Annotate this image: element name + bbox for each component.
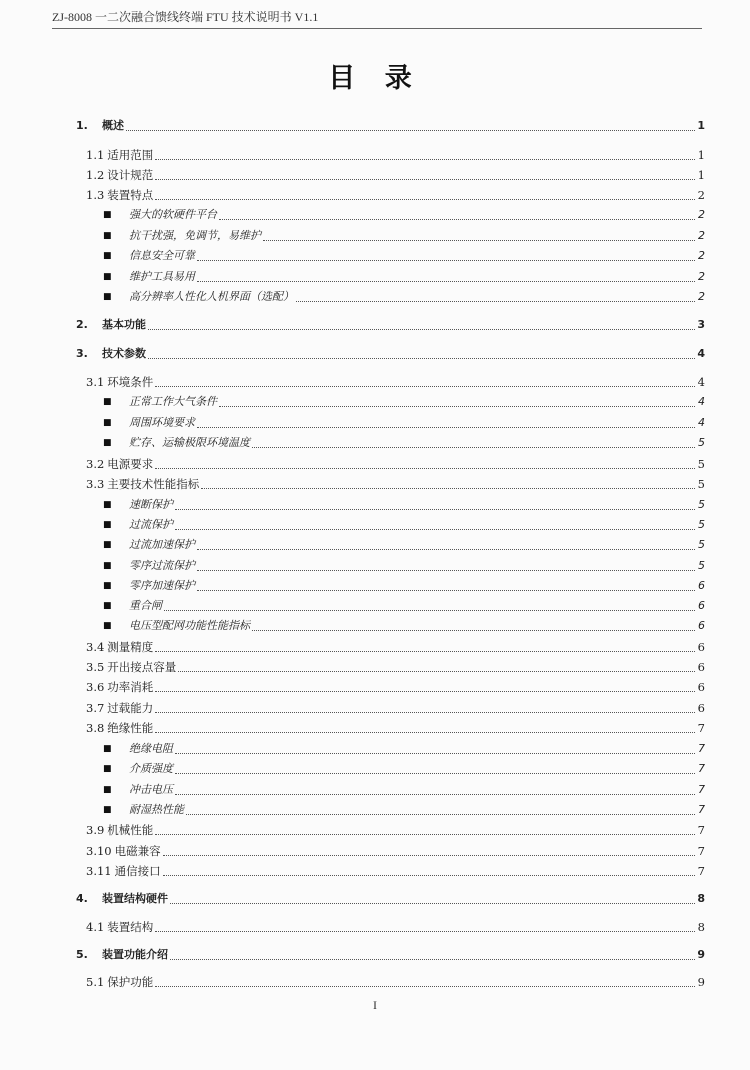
dot-leader — [155, 199, 695, 200]
toc-entry[interactable] — [86, 678, 705, 696]
dot-leader — [197, 570, 695, 571]
dot-leader — [252, 630, 695, 631]
toc-entry[interactable] — [103, 516, 705, 534]
toc-entry-page-number: 5 — [698, 518, 705, 531]
toc-entry-label: 基本功能 — [102, 318, 146, 331]
toc-entry[interactable] — [103, 597, 705, 615]
toc-entry-number: 3.1 — [86, 375, 105, 389]
toc-entry-page-number: 7 — [697, 823, 705, 837]
toc-entry-label: 主要技术性能指标 — [107, 477, 200, 491]
toc-entry-label: 技术参数 — [102, 347, 146, 360]
toc-entry[interactable] — [86, 821, 705, 839]
toc-entry[interactable] — [103, 247, 705, 265]
toc-entry-page-number: 6 — [697, 640, 705, 654]
toc-entry-page-number: 2 — [698, 208, 705, 221]
page-number: I — [373, 998, 377, 1012]
toc-entry-number: 3.10 — [86, 844, 112, 858]
toc-entry-page-number: 6 — [697, 660, 705, 674]
toc-entry[interactable] — [86, 862, 705, 880]
bullet-square-icon: ■ — [103, 520, 112, 530]
toc-entry-page-number: 2 — [698, 290, 705, 303]
bullet-square-icon: ■ — [103, 601, 112, 611]
toc-entry-page-number: 5 — [697, 477, 705, 491]
toc-entry[interactable] — [103, 268, 705, 286]
toc-entry-label: 速断保护 — [129, 498, 173, 511]
toc-entry-label: 抗干扰强，免调节，易维护 — [129, 229, 261, 242]
toc-entry-label: 装置结构 — [107, 920, 154, 934]
toc-entry-page-number: 2 — [697, 188, 705, 202]
dot-leader — [197, 281, 695, 282]
header-rule — [52, 28, 702, 29]
toc-entry-page-number: 6 — [697, 680, 705, 694]
dot-leader — [178, 671, 695, 672]
bullet-square-icon: ■ — [103, 438, 112, 448]
dot-leader — [155, 834, 695, 835]
dot-leader — [155, 691, 695, 692]
toc-entry-label: 强大的软硬件平台 — [129, 208, 217, 221]
toc-entry-label: 正常工作大气条件 — [129, 395, 217, 408]
toc-entry-page-number: 5 — [698, 436, 705, 449]
toc-entry[interactable] — [103, 288, 705, 306]
toc-entry[interactable] — [86, 658, 705, 676]
toc-entry-page-number: 7 — [698, 742, 705, 755]
dot-leader — [155, 651, 695, 652]
toc-entry-number: 3.5 — [86, 660, 105, 674]
toc-entry-page-number: 1 — [697, 148, 705, 162]
toc-entry[interactable] — [86, 719, 705, 737]
page-title: 目 录 — [328, 63, 422, 94]
dot-leader — [163, 855, 695, 856]
dot-leader — [148, 329, 695, 330]
dot-leader — [155, 159, 695, 160]
toc-entry-number: 1. — [76, 119, 88, 132]
toc-entry-label: 零序加速保护 — [129, 579, 195, 592]
dot-leader — [155, 986, 695, 987]
toc-entry-label: 电磁兼容 — [114, 844, 161, 858]
dot-leader — [164, 610, 695, 611]
dot-leader — [197, 549, 695, 550]
dot-leader — [175, 509, 695, 510]
toc-entry-page-number: 6 — [698, 619, 705, 632]
toc-entry[interactable] — [103, 434, 705, 452]
toc-entry-page-number: 7 — [697, 844, 705, 858]
dot-leader — [201, 488, 695, 489]
toc-entry-page-number: 2 — [698, 229, 705, 242]
dot-leader — [148, 358, 695, 359]
toc-entry-label: 功率消耗 — [107, 680, 154, 694]
toc-entry[interactable] — [103, 617, 705, 635]
toc-entry-number: 4.1 — [86, 920, 105, 934]
toc-entry[interactable] — [76, 345, 705, 363]
toc-entry-page-number: 7 — [698, 762, 705, 775]
toc-entry-label: 重合闸 — [129, 599, 162, 612]
dot-leader — [155, 931, 695, 932]
toc-entry-page-number: 7 — [697, 721, 705, 735]
toc-entry-label: 电源要求 — [107, 457, 154, 471]
toc-entry-label: 过流加速保护 — [129, 538, 195, 551]
toc-entry-page-number: 5 — [698, 538, 705, 551]
toc-entry[interactable] — [86, 373, 705, 391]
toc-entry-number: 4. — [76, 892, 88, 905]
dot-leader — [155, 179, 695, 180]
toc-entry-page-number: 9 — [697, 975, 705, 989]
toc-entry-label: 信息安全可靠 — [129, 249, 195, 262]
toc-entry[interactable] — [86, 973, 705, 991]
toc-entry-label: 通信接口 — [114, 864, 161, 878]
toc-entry-number: 3.4 — [86, 640, 105, 654]
dot-leader — [252, 447, 695, 448]
toc-entry-number: 5. — [76, 948, 88, 961]
toc-entry-page-number: 6 — [697, 701, 705, 715]
toc-entry-label: 维护工具易用 — [129, 270, 195, 283]
toc-entry-label: 绝缘电阻 — [129, 742, 173, 755]
running-header: ZJ-8008 一二次融合馈线终端 FTU 技术说明书 V1.1 — [52, 10, 319, 24]
bullet-square-icon: ■ — [103, 397, 112, 407]
dot-leader — [263, 240, 695, 241]
toc-entry[interactable] — [76, 890, 705, 908]
toc-entry[interactable] — [86, 842, 705, 860]
toc-entry-label: 装置结构硬件 — [102, 892, 168, 905]
toc-entry-label: 贮存、运输极限环境温度 — [129, 436, 250, 449]
toc-entry-label: 零序过流保护 — [129, 559, 195, 572]
bullet-square-icon: ■ — [103, 621, 112, 631]
toc-entry-label: 过流保护 — [129, 518, 173, 531]
dot-leader — [126, 130, 695, 131]
dot-leader — [155, 712, 695, 713]
toc-entry[interactable] — [76, 946, 705, 964]
toc-entry-label: 装置特点 — [107, 188, 154, 202]
toc-entry-page-number: 6 — [698, 579, 705, 592]
toc-entry-page-number: 7 — [698, 783, 705, 796]
bullet-square-icon: ■ — [103, 764, 112, 774]
toc-entry[interactable] — [76, 117, 705, 135]
toc-entry-label: 环境条件 — [107, 375, 154, 389]
toc-entry-page-number: 4 — [697, 347, 705, 360]
toc-entry-page-number: 3 — [697, 318, 705, 331]
toc-entry-page-number: 1 — [697, 119, 705, 132]
toc-entry-number: 3.8 — [86, 721, 105, 735]
dot-leader — [175, 753, 695, 754]
toc-entry-label: 冲击电压 — [129, 783, 173, 796]
toc-entry-page-number: 2 — [698, 249, 705, 262]
bullet-square-icon: ■ — [103, 805, 112, 815]
toc-entry-page-number: 5 — [698, 559, 705, 572]
toc-entry-page-number: 5 — [697, 457, 705, 471]
toc-entry-label: 耐湿热性能 — [129, 803, 184, 816]
toc-entry[interactable] — [86, 455, 705, 473]
toc-entry-label: 电压型配网功能性能指标 — [129, 619, 250, 632]
toc-entry[interactable] — [103, 227, 705, 245]
dot-leader — [219, 406, 695, 407]
bullet-square-icon: ■ — [103, 540, 112, 550]
toc-entry-page-number: 1 — [697, 168, 705, 182]
toc-entry-label: 开出接点容量 — [107, 660, 177, 674]
toc-entry-number: 3.3 — [86, 477, 105, 491]
toc-entry-page-number: 2 — [698, 270, 705, 283]
toc-entry-page-number: 6 — [698, 599, 705, 612]
bullet-square-icon: ■ — [103, 785, 112, 795]
toc-entry[interactable] — [76, 316, 705, 334]
toc-entry[interactable] — [103, 536, 705, 554]
toc-entry[interactable] — [86, 699, 705, 717]
dot-leader — [296, 301, 695, 302]
toc-entry-number: 1.1 — [86, 148, 105, 162]
toc-entry-page-number: 8 — [697, 892, 705, 905]
bullet-square-icon: ■ — [103, 251, 112, 261]
toc-entry-label: 周围环境要求 — [129, 416, 195, 429]
toc-entry-page-number: 8 — [697, 920, 705, 934]
dot-leader — [186, 814, 695, 815]
toc-entry[interactable] — [103, 740, 705, 758]
toc-entry-label: 介质强度 — [129, 762, 173, 775]
toc-entry-number: 3.9 — [86, 823, 105, 837]
toc-entry-number: 1.3 — [86, 188, 105, 202]
toc-entry-label: 高分辨率人性化人机界面（选配） — [129, 290, 294, 303]
bullet-square-icon: ■ — [103, 418, 112, 428]
dot-leader — [197, 590, 695, 591]
toc-entry-label: 保护功能 — [107, 975, 154, 989]
toc-entry[interactable] — [103, 577, 705, 595]
toc-entry-number: 3.11 — [86, 864, 112, 878]
dot-leader — [170, 903, 695, 904]
toc-entry[interactable] — [86, 146, 705, 164]
toc-entry-number: 3.2 — [86, 457, 105, 471]
toc-entry-label: 机械性能 — [107, 823, 154, 837]
bullet-square-icon: ■ — [103, 210, 112, 220]
toc-entry-page-number: 7 — [697, 864, 705, 878]
toc-entry[interactable] — [86, 918, 705, 936]
dot-leader — [155, 386, 695, 387]
dot-leader — [219, 219, 695, 220]
toc-entry[interactable] — [103, 496, 705, 514]
bullet-square-icon: ■ — [103, 292, 112, 302]
toc-entry[interactable] — [103, 801, 705, 819]
toc-entry-label: 过载能力 — [107, 701, 154, 715]
toc-entry-page-number: 4 — [697, 375, 705, 389]
toc-entry[interactable] — [103, 760, 705, 778]
bullet-square-icon: ■ — [103, 272, 112, 282]
bullet-square-icon: ■ — [103, 561, 112, 571]
dot-leader — [155, 732, 695, 733]
bullet-square-icon: ■ — [103, 500, 112, 510]
toc-entry-label: 装置功能介绍 — [102, 948, 168, 961]
toc-entry[interactable] — [103, 781, 705, 799]
toc-entry-label: 测量精度 — [107, 640, 154, 654]
dot-leader — [163, 875, 695, 876]
toc-entry[interactable] — [86, 186, 705, 204]
toc-entry-page-number: 4 — [698, 416, 705, 429]
toc-entry[interactable] — [103, 206, 705, 224]
toc-entry[interactable] — [86, 638, 705, 656]
toc-entry-label: 绝缘性能 — [107, 721, 154, 735]
dot-leader — [197, 427, 695, 428]
toc-entry-number: 2. — [76, 318, 88, 331]
dot-leader — [170, 959, 695, 960]
toc-entry-number: 1.2 — [86, 168, 105, 182]
dot-leader — [175, 529, 695, 530]
bullet-square-icon: ■ — [103, 231, 112, 241]
toc-entry[interactable] — [86, 475, 705, 493]
dot-leader — [175, 773, 695, 774]
bullet-square-icon: ■ — [103, 581, 112, 591]
toc-entry-label: 概述 — [102, 119, 124, 132]
toc-entry[interactable] — [103, 557, 705, 575]
toc-entry-label: 适用范围 — [107, 148, 154, 162]
toc-entry-page-number: 4 — [698, 395, 705, 408]
dot-leader — [175, 794, 695, 795]
bullet-square-icon: ■ — [103, 744, 112, 754]
toc-entry-label: 设计规范 — [107, 168, 154, 182]
toc-entry[interactable] — [103, 414, 705, 432]
toc-entry-page-number: 9 — [697, 948, 705, 961]
toc-entry[interactable] — [86, 166, 705, 184]
toc-entry-number: 3. — [76, 347, 88, 360]
dot-leader — [197, 260, 695, 261]
toc-entry[interactable] — [103, 393, 705, 411]
toc-entry-page-number: 7 — [698, 803, 705, 816]
toc-entry-number: 5.1 — [86, 975, 105, 989]
toc-entry-number: 3.6 — [86, 680, 105, 694]
dot-leader — [155, 468, 695, 469]
toc-entry-page-number: 5 — [698, 498, 705, 511]
toc-entry-number: 3.7 — [86, 701, 105, 715]
